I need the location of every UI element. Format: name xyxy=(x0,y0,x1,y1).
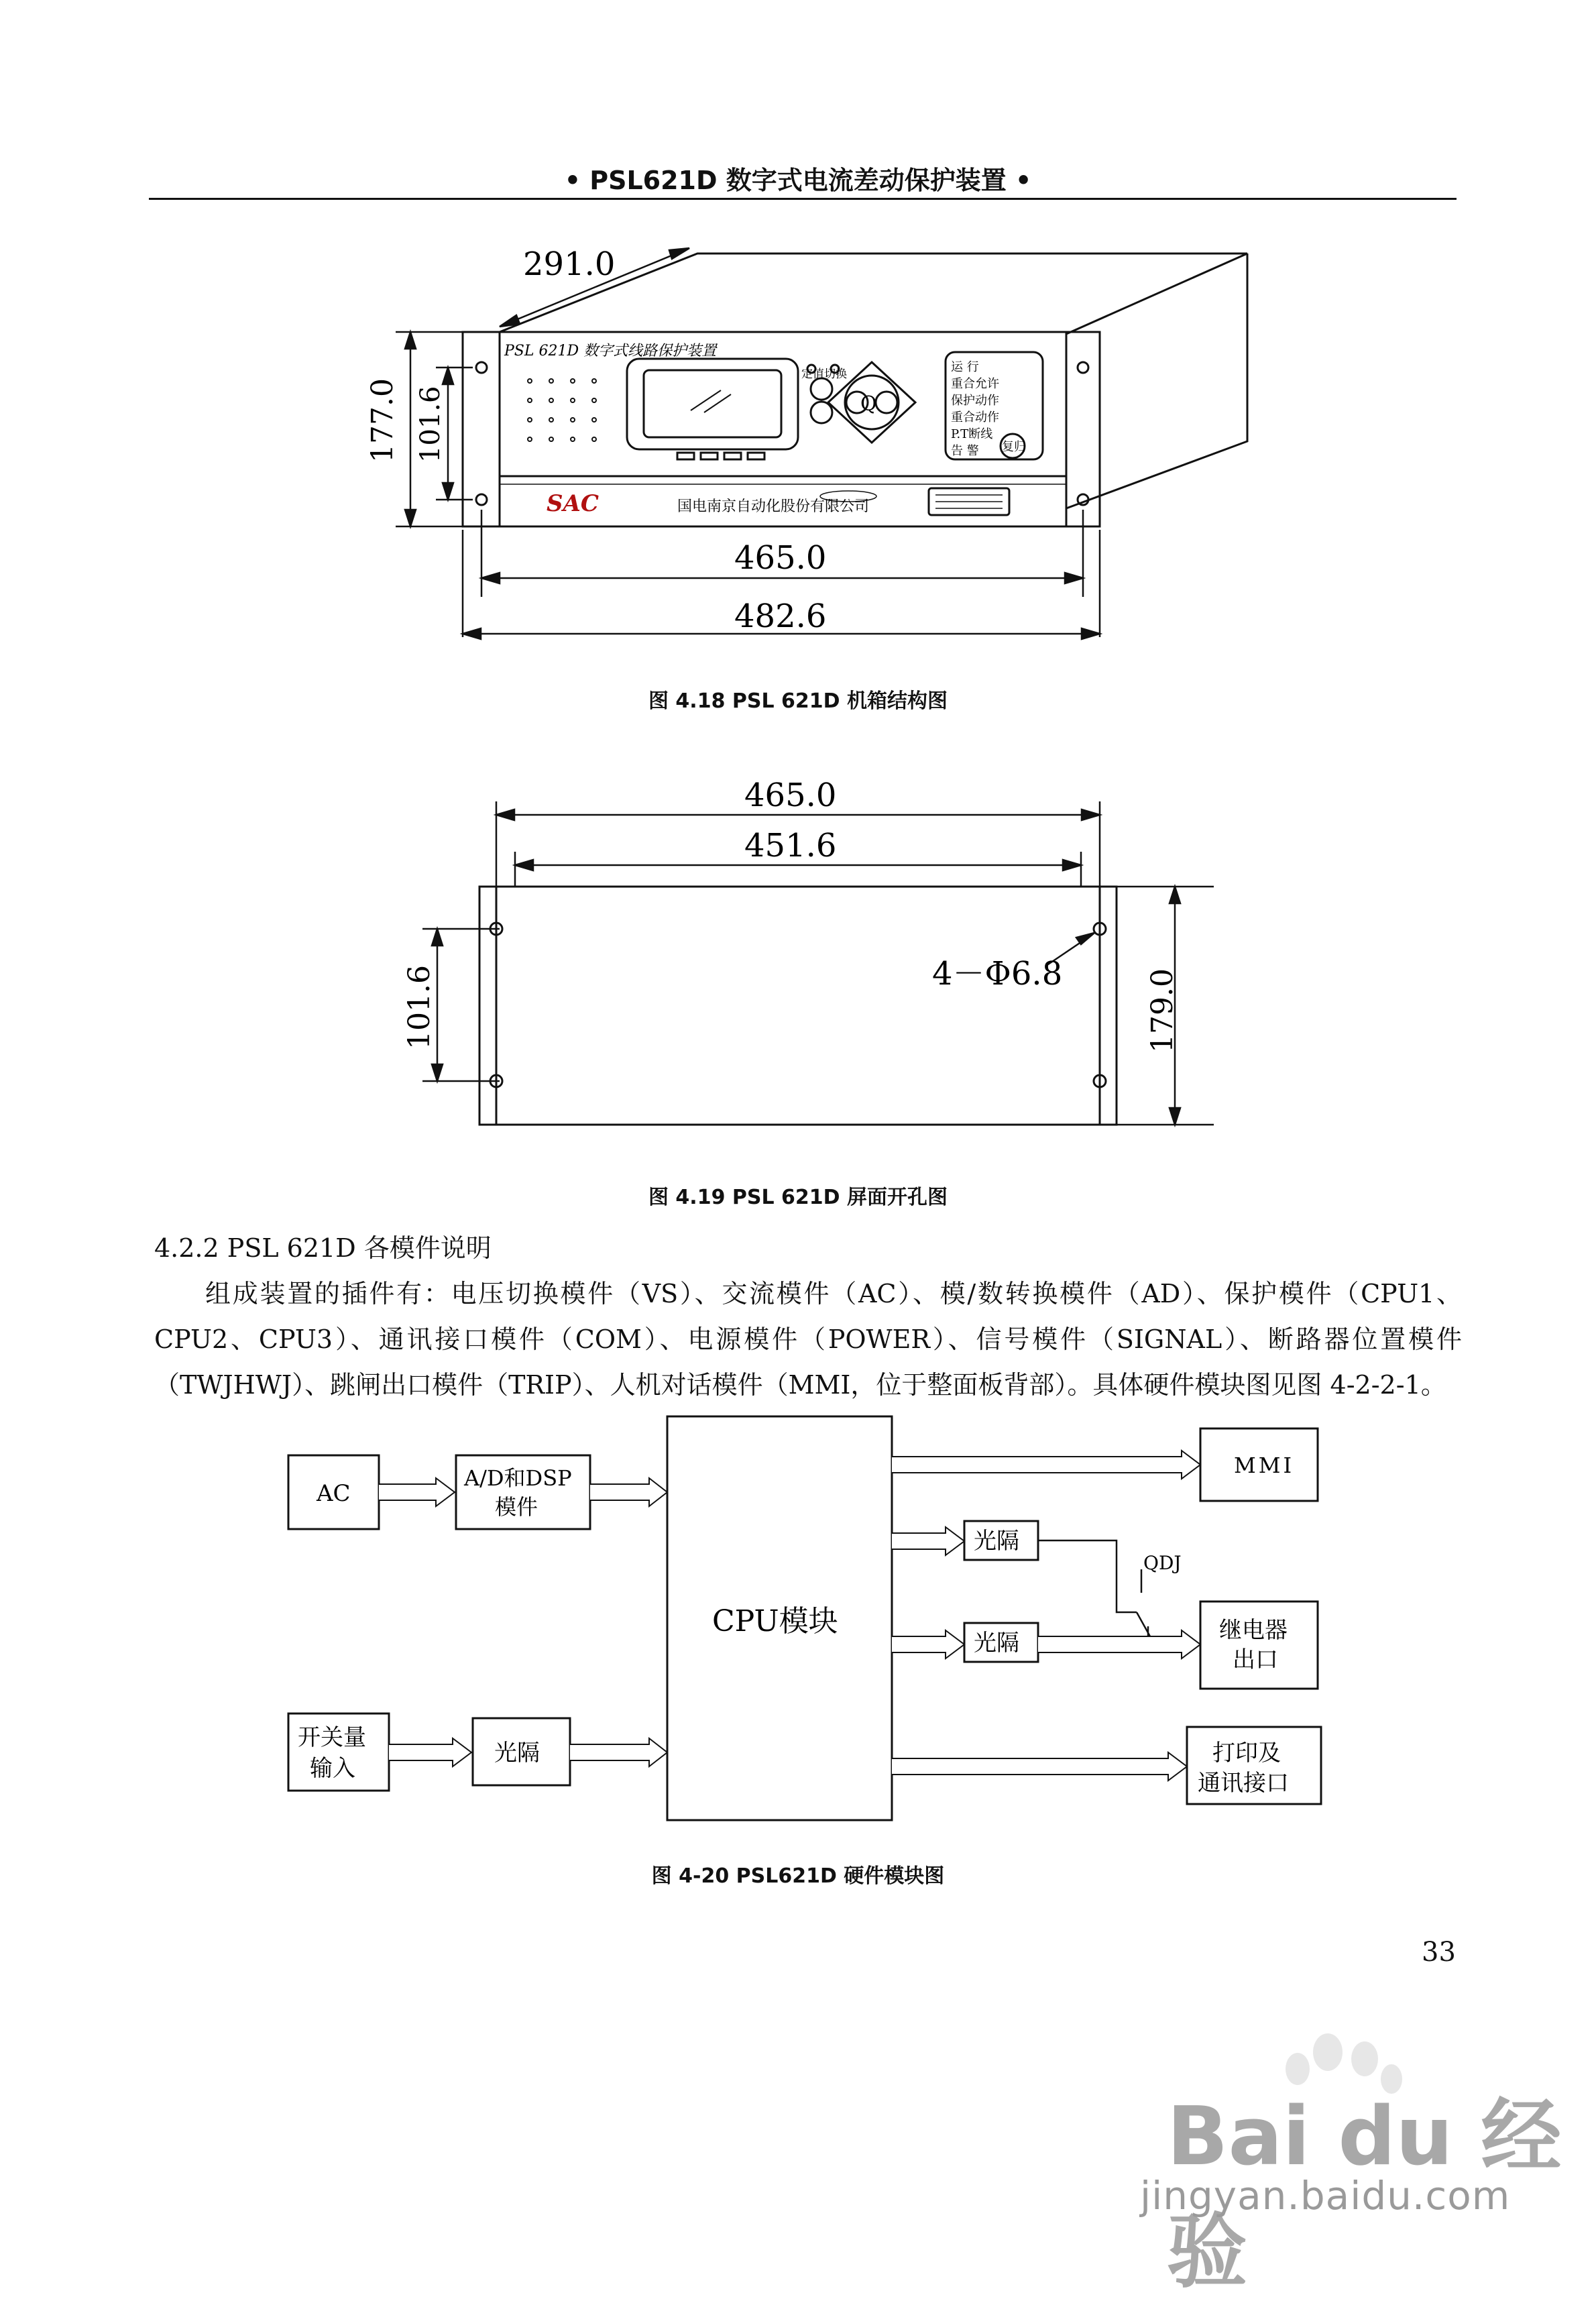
indicator-label-3: 保护动作 xyxy=(951,394,999,408)
block-relay xyxy=(1200,1602,1318,1689)
label-di-line1: 开关量 xyxy=(298,1724,366,1751)
dim-width-outer: 482.6 xyxy=(734,598,827,635)
cutout-outer xyxy=(479,887,1117,1125)
indicator-label-4: 重合动作 xyxy=(951,410,999,425)
label-opto-top: 光隔 xyxy=(974,1528,1019,1555)
figure-4-20-caption: 图 4-20 PSL621D 硬件模块图 xyxy=(651,1864,945,1888)
dim-height-holes: 101.6 xyxy=(415,386,446,463)
label-relay-line2: 出口 xyxy=(1233,1646,1278,1673)
reset-label: 复归 xyxy=(1002,440,1026,454)
indicator-label-6: 告 警 xyxy=(951,444,979,458)
dim-width-inner-cutout: 451.6 xyxy=(744,827,837,864)
header-rule xyxy=(149,198,1457,200)
chassis-side-edge xyxy=(1066,254,1247,508)
label-mmi: MMI xyxy=(1234,1453,1295,1478)
label-cpu: CPU模块 xyxy=(712,1604,838,1638)
figure-4-19-cutout-diagram xyxy=(0,771,1596,1147)
manufacturer-name: 国电南京自动化股份有限公司 xyxy=(677,498,870,515)
brand-logo: SAC xyxy=(547,490,599,517)
lcd-screen-frame xyxy=(627,359,798,449)
lcd-screen xyxy=(644,370,781,437)
figure-4-20-block-diagram xyxy=(0,1395,1596,1838)
dim-width-inner: 465.0 xyxy=(734,539,827,577)
label-print-line1: 打印及 xyxy=(1212,1740,1281,1766)
watermark-logo: Bai du 经验 xyxy=(1167,2090,1562,2299)
figure-4-18-caption: 图 4.18 PSL 621D 机箱结构图 xyxy=(648,689,948,713)
dim-depth: 291.0 xyxy=(523,245,616,283)
label-relay-line1: 继电器 xyxy=(1219,1617,1288,1644)
page-number: 33 xyxy=(1422,1937,1456,1968)
label-opto-left: 光隔 xyxy=(494,1740,540,1766)
panel-title: PSL 621D 数字式线路保护装置 xyxy=(504,343,717,359)
switch-label: 定值切换 xyxy=(801,368,847,381)
label-ad-line2: 模件 xyxy=(495,1494,538,1520)
dim-height-total: 177.0 xyxy=(365,378,400,463)
hole-spec: 4－Φ6.8 xyxy=(932,955,1063,993)
section-heading: 4.2.2 PSL 621D 各模件说明 xyxy=(154,1233,492,1263)
label-qdj: QDJ xyxy=(1143,1552,1182,1574)
dim-height-holes-cutout: 101.6 xyxy=(402,965,437,1050)
page-header: • PSL621D 数字式电流差动保护装置 • xyxy=(564,166,1032,195)
indicator-label-5: P.T断线 xyxy=(951,427,993,441)
dim-height-total-cutout: 179.0 xyxy=(1145,968,1180,1053)
key-q: Q xyxy=(860,392,877,416)
indicator-label-1: 运 行 xyxy=(951,360,979,374)
dim-width-outer-cutout: 465.0 xyxy=(744,777,837,814)
label-ac: AC xyxy=(317,1480,351,1507)
body-paragraph: 组成装置的插件有：电压切换模件（VS）、交流模件（AC）、模/数转换模件（AD）、保护模件（CPU1、CPU2、CPU3）、通讯接口模件（COM）、电源模件（POWER）、信号模件（SIGNAL）、断路器位置模件（TWJHWJ）、跳闸出口模件（TRIP）、人机对话模件（MMI，位于整面板背部）。具体硬件模块图见图 4-2-2-1。 xyxy=(154,1279,1462,1400)
label-print-line2: 通讯接口 xyxy=(1198,1770,1289,1797)
figure-4-19-caption: 图 4.19 PSL 621D 屏面开孔图 xyxy=(648,1186,948,1209)
label-di-line2: 输入 xyxy=(310,1755,355,1782)
figure-4-18-chassis-diagram xyxy=(0,221,1596,664)
label-opto-mid: 光隔 xyxy=(974,1630,1019,1656)
watermark-url: jingyan.baidu.com xyxy=(1140,2173,1511,2218)
indicator-label-2: 重合允许 xyxy=(951,377,999,391)
label-ad-line1: A/D和DSP xyxy=(464,1465,572,1491)
